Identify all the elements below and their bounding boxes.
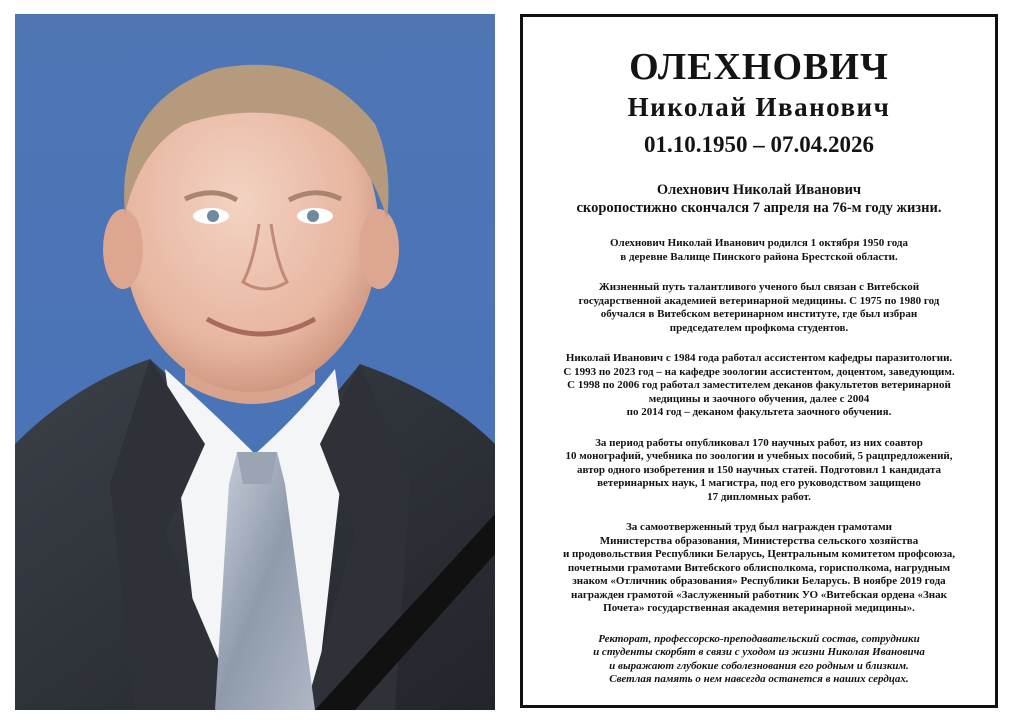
paragraph-line: награжден грамотой «Заслуженный работник УО «Витебская ордена «Знак [571,588,947,601]
surname-heading: ОЛЕХНОВИЧ [629,46,889,88]
right-iris [307,210,319,222]
paragraph-line: государственной академией ветеринарной медицины. С 1975 по 1980 год [578,294,940,307]
closing-line: и выражают глубокие соболезнования его родным и близким. [609,659,909,672]
left-iris [207,210,219,222]
paragraph-line: С 1998 по 2006 год работал заместителем деканов факультетов ветеринарной [567,379,951,391]
paragraph-line: 17 дипломных работ. [707,490,811,503]
paragraph-career [523,352,995,420]
left-ear [103,209,143,289]
paragraph-line: За период работы опубликовал 170 научных работ, из них соавтор [595,436,923,449]
lead-line: скоропостижно скончался 7 апреля на 76-м году жизни. [576,200,942,216]
paragraph-line: Николай Иванович с 1984 года работал ассистентом кафедры паразитологии. [565,352,953,364]
paragraph-line: С 1993 по 2023 год – на кафедре зоологии ассистентом, доцентом, заведующим. [563,365,955,378]
paragraph-line: медицины и заочного обучения, далее с 2004 [648,392,870,405]
portrait-illustration [15,14,495,710]
paragraph-line: 10 монографий, учебника по зоологии и учебных пособий, 5 рацпредложений, [565,450,953,462]
paragraph-line: и продовольствия Республики Беларусь, Центральным комитетом профсоюза, [562,548,956,560]
paragraph-line: автор одного изобретения и 150 научных статей. Подготовил 1 кандидата [576,463,941,476]
paragraph-line: почетными грамотами Витебского облисполкома, горисполкома, нагрудным [567,561,951,574]
paragraph-education [523,281,995,335]
lead-announcement [523,181,995,217]
paragraph-awards [523,521,995,616]
closing-line: Ректорат, профессорско-преподавательский состав, сотрудники [598,632,920,645]
closing-line: Светлая память о нем навсегда останется в наших сердцах. [609,673,909,685]
paragraph-line: председателем профкома студентов. [669,321,849,334]
portrait-photo [15,14,495,710]
paragraph-line: ветеринарных наук, 1 магистра, под его руководством защищено [597,477,921,489]
paragraph-line: Министерства образования, Министерства сельского хозяйства [599,534,919,547]
paragraph-publications [523,437,995,505]
paragraph-line: обучался в Витебском ветеринарном институте, где был избран [600,308,918,320]
paragraph-line: в деревне Валище Пинского района Брестской области. [620,250,898,263]
lead-line: Олехнович Николай Иванович [656,182,862,198]
right-ear [359,209,399,289]
closing-line: и студенты скорбят в связи с уходом из жизни Николая Ивановича [593,646,925,658]
paragraph-birth [523,237,995,264]
paragraph-line: Олехнович Николай Иванович родился 1 октября 1950 года [610,237,908,249]
paragraph-line: За самоотверженный труд был награжден грамотами [626,521,892,533]
life-dates: 01.10.1950 – 07.04.2026 [644,132,874,157]
paragraph-line: Почета» государственная академия ветеринарной медицины». [603,602,915,614]
full-name-heading: Николай Иванович [627,92,891,122]
condolence-closing [523,633,995,687]
obituary-panel [520,14,998,708]
tie-knot [237,452,277,484]
paragraph-line: Жизненный путь талантливого ученого был связан с Витебской [598,281,920,293]
paragraph-line: знаком «Отличник образования» Республики Беларусь. В ноябре 2019 года [572,575,946,587]
paragraph-line: по 2014 год – деканом факультета заочного обучения. [626,406,892,418]
